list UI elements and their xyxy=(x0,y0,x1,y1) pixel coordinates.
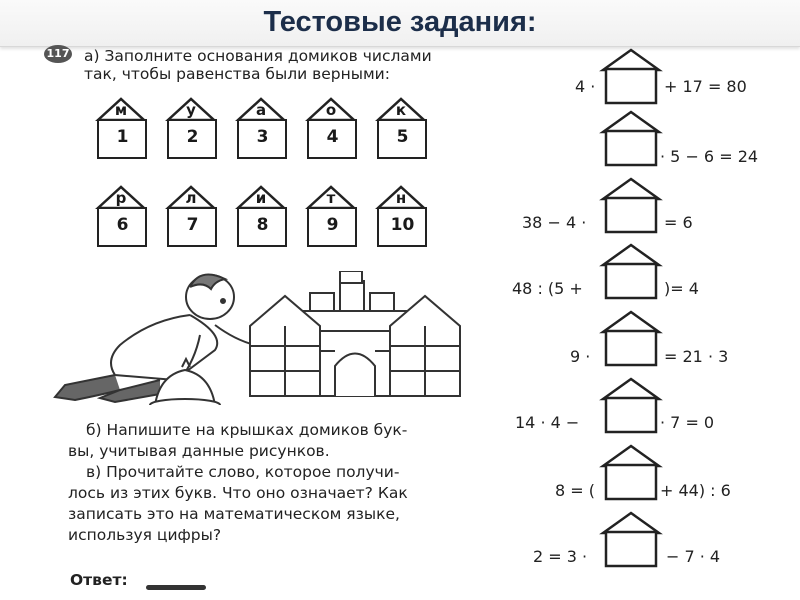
house-letter-k xyxy=(372,97,430,159)
equation-6-left: 14 · 4 − xyxy=(515,413,580,432)
house-number: 4 xyxy=(326,127,339,147)
part-c-line-4: используя цифры? xyxy=(68,526,222,544)
equation-1-right: + 17 = 80 xyxy=(664,77,747,96)
house-letter: о xyxy=(325,101,337,119)
house-letter: а xyxy=(255,101,267,119)
equation-3-right: = 6 xyxy=(664,213,693,232)
house-letter: н xyxy=(395,189,407,207)
task-number-badge: 117 xyxy=(44,45,72,63)
equation-house-3 xyxy=(598,177,664,235)
house-number: 3 xyxy=(256,127,269,147)
house-letter-l xyxy=(162,185,220,247)
house-letter: р xyxy=(115,189,127,207)
worksheet-scan xyxy=(0,47,800,600)
equation-house-5 xyxy=(598,310,664,368)
equation-4-right: )= 4 xyxy=(664,279,699,298)
house-number: 9 xyxy=(326,215,339,235)
slide-header xyxy=(0,0,800,47)
house-letter-i xyxy=(232,185,290,247)
equation-7-left: 8 = ( xyxy=(555,481,595,500)
part-c-line-3: записать это на математическом языке, xyxy=(68,505,400,523)
answer-line xyxy=(146,585,206,590)
equation-5-left: 9 · xyxy=(570,347,591,366)
part-c-line-1: в) Прочитайте слово, которое получи- xyxy=(86,463,400,481)
answer-label: Ответ: xyxy=(70,571,128,589)
house-letter: у xyxy=(186,101,196,119)
house-number: 6 xyxy=(116,215,129,235)
equation-house-1 xyxy=(598,48,664,106)
equation-4-left: 48 : (5 + xyxy=(512,279,583,298)
equation-8-left: 2 = 3 · xyxy=(533,547,588,566)
house-letter: и xyxy=(255,189,267,207)
house-letter: т xyxy=(326,189,336,207)
equation-6-right: · 7 = 0 xyxy=(660,413,715,432)
equation-house-8 xyxy=(598,511,664,569)
equation-8-right: − 7 · 4 xyxy=(666,547,721,566)
equation-house-4 xyxy=(598,243,664,301)
equation-3-left: 38 − 4 · xyxy=(522,213,587,232)
house-letter-u xyxy=(162,97,220,159)
house-letter: к xyxy=(395,101,407,119)
house-number: 10 xyxy=(390,215,415,235)
house-letter-a xyxy=(232,97,290,159)
equation-1-left: 4 · xyxy=(575,77,596,96)
house-letter-m xyxy=(92,97,150,159)
equation-2-right: · 5 − 6 = 24 xyxy=(660,147,759,166)
equation-5-right: = 21 · 3 xyxy=(664,347,729,366)
equation-house-2 xyxy=(598,110,664,168)
house-number: 1 xyxy=(116,127,129,147)
part-c-line-2: лось из этих букв. Что оно означает? Как xyxy=(68,484,408,502)
snow-castle-illustration xyxy=(240,271,470,401)
part-b-line-1: б) Напишите на крышках домиков бук- xyxy=(86,421,408,439)
house-letter-t xyxy=(302,185,360,247)
house-number: 8 xyxy=(256,215,269,235)
equation-house-7 xyxy=(598,444,664,502)
slide-title: Тестовые задания: xyxy=(263,6,537,38)
house-number: 7 xyxy=(186,215,199,235)
house-number: 2 xyxy=(186,127,199,147)
house-letter-r xyxy=(92,185,150,247)
part-b-line-2: вы, учитывая данные рисунков. xyxy=(68,442,330,460)
house-letter-o xyxy=(302,97,360,159)
house-letter: м xyxy=(114,101,128,119)
equation-house-6 xyxy=(598,377,664,435)
part-a-line-2: так, чтобы равенства были верными: xyxy=(84,65,390,83)
house-letter-n xyxy=(372,185,430,247)
part-a-line-1: а) Заполните основания домиков числами xyxy=(84,47,432,65)
house-number: 5 xyxy=(396,127,409,147)
house-letter: л xyxy=(185,189,197,207)
equation-7-right: + 44) : 6 xyxy=(660,481,731,500)
